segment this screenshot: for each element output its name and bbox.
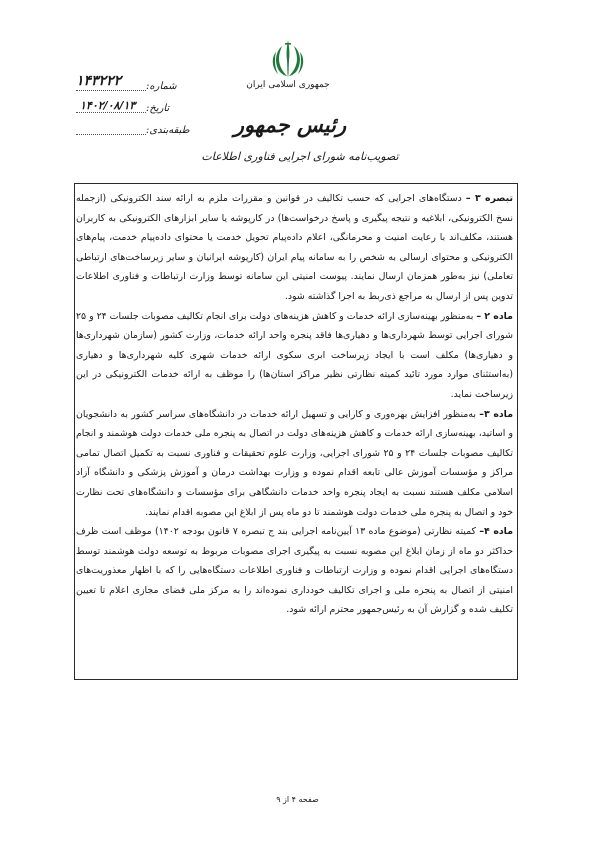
page-number: صفحه ۴ از ۹ <box>276 795 319 804</box>
number-underline <box>76 90 146 91</box>
paragraph-heading: ماده ۳– <box>479 408 514 420</box>
country-name: جمهوری اسلامی ایران <box>246 80 330 90</box>
paragraph-article-3 <box>76 405 513 523</box>
president-title: رئیس جمهور <box>233 112 347 137</box>
date-label: تاریخ: <box>146 103 170 114</box>
classification-label: طبقه‌بندی: <box>146 125 190 136</box>
paragraph-article-4 <box>76 522 513 620</box>
paragraph-heading: ماده ۴– <box>479 526 513 538</box>
paragraph-text: به‌منظور بهینه‌سازی ارائه خدمات و کاهش هزینه‌های دولت برای انجام تکالیف مصوبات جلسات ۲۴ و ۲۵ شورای اجرایی توسط شهرداری‌ها و دهیاری‌ها فاقد پنجره واحد ارائه خدمات، وزارت کشور (سازمان شهرداری‌ها و دهیاری‌ها) مکلف است با ایجاد زیرساخت ابری سکوی ارائه خدمات شهری کلیه شهرداری‌ها و دهیاری (به‌استثنای موارد مورد تائید کمیته نظارتی نظیر مراکز استان‌ها) را موظف به ارائه خدمات الکترونیکی در این زیرساخت نماید. <box>76 310 513 400</box>
paragraph-heading: تبصره ۳ – <box>465 193 513 204</box>
iran-emblem-icon <box>270 38 306 82</box>
document-body <box>76 189 513 620</box>
paragraph-text: کمیته نظارتی (موضوع ماده ۱۳ آیین‌نامه اجرایی بند ج تبصره ۷ قانون بودجه ۱۴۰۲) موظف است ظرف حداکثر دو ماه از زمان ابلاغ این مصوبه نسبت به پیگیری اجرای مصوبات مربوط به توسعه دولت هوشمند توسط دستگاه‌های اجرایی اقدام نموده و وزارت ارتباطات و فناوری اطلاعات دستگاه‌هایی را که با اظهار معذوریت‌های امنیتی از اتصال به پنجره ملی و اجرای تکالیف خودداری نموده‌اند را به مرکز ملی فضای مجازی اعلام تا تعیین تکلیف شده و گزارش آن به رئیس‌جمهور محترم ارائه شود. <box>76 526 513 616</box>
document-subtitle: تصویب‌نامه شورای اجرایی فناوری اطلاعات <box>201 150 399 163</box>
paragraph-text: دستگاه‌های اجرایی که حسب تکالیف در قوانین و مقررات ملزم به ارائه سند الکترونیکی (ازجمله نسخ الکترونیکی، ابلاغیه و نتیجه پیگیری و پاسخ درخواست‌ها) در کارپوشه یا سایر ابزارهای الکترونیکی به کاربران هستند، مکلف‌اند با رعایت امنیت و محرمانگی، اعلام داده‌پیام تحویل خدمت یا محتوای داده‌پیام خدمت، پیام‌های الکترونیکی و محتوای ارسالی به شخص را به سامانه پیام ایران (کارپوشه ایرانیان و سایر زیرساخت‌های ارتباطی تعاملی) نیز به‌طور همزمان ارسال نمایند. پیوست امنیتی این سامانه توسط وزارت ارتباطات و فناوری اطلاعات تدوین پس از ارسال به مراجع ذی‌ربط به اجرا گذاشته شود. <box>76 193 513 302</box>
date-underline <box>76 112 146 113</box>
paragraph-heading: ماده ۲ – <box>476 310 513 322</box>
number-label: شماره: <box>146 81 177 92</box>
paragraph-article-2 <box>76 307 513 405</box>
number-value: ۱۴۳۲۲۲ <box>76 73 122 89</box>
paragraph-note-3 <box>76 189 513 307</box>
date-value: ۱۴۰۲/۰۸/۱۳ <box>80 99 136 112</box>
classification-underline <box>76 134 146 135</box>
paragraph-text: به‌منظور افزایش بهره‌وری و کارایی و تسهیل ارائه خدمات در دانشگاه‌های سراسر کشور به دانشجویان و اساتید، بهینه‌سازی ارائه خدمات و کاهش هزینه‌های دولت در اتصال به پنجره ملی خدمات دولت هوشمند و انجام تکالیف مصوبات جلسات ۲۴ و ۲۵ شورای اجرایی، وزارت علوم تحقیقات و فناوری نسبت به تکمیل اتصال تمامی مراکز و مؤسسات آموزش عالی تابعه اقدام نموده و وزارت بهداشت درمان و آموزش پزشکی و دانشگاه آزاد اسلامی مکلف هستند نسبت به ایجاد پنجره واحد خدمات دانشگاهی برای مؤسسات و دانشگاه‌های تحت نظارت خود و اتصال به پنجره ملی خدمات دولت هوشمند تا دو ماه پس از ابلاغ این مصوبه اقدام نمایند. <box>76 408 513 518</box>
